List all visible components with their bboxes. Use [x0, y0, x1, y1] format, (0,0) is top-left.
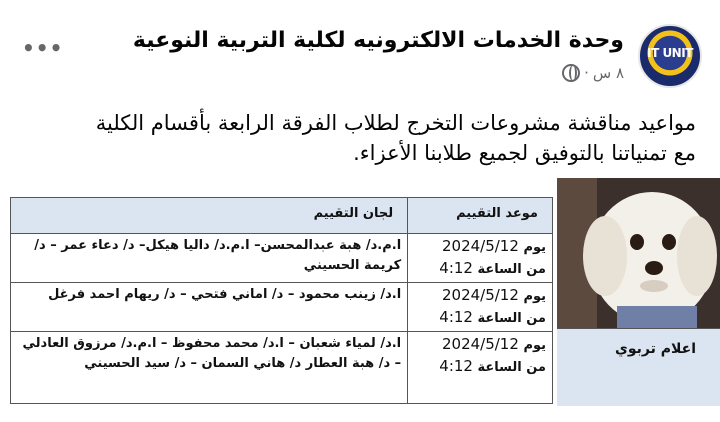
post-text-line-2: مع تمنياتنا بالتوفيق لجميع طلابنا الأعزاء. [353, 141, 696, 165]
schedule-table [10, 197, 553, 404]
day-label: يوم [523, 240, 546, 255]
table-row [11, 332, 553, 404]
date-value: 2024/5/12 [441, 237, 519, 255]
dog-photo-overlay [557, 178, 720, 328]
date-cell [408, 234, 553, 283]
more-options-button[interactable]: ••• [22, 36, 64, 60]
page-avatar[interactable] [638, 24, 702, 88]
avatar-logo-text: IT UNIT [647, 46, 693, 60]
meta-separator: · [584, 64, 589, 82]
post-header [0, 0, 720, 100]
time-value: 4:12 [439, 357, 473, 375]
committee-cell: ا.د/ زينب محمود – د/ اماني فتحي – د/ ريهام احمد فرغل [11, 283, 408, 332]
time-label: من الساعة [477, 262, 546, 277]
table-row [11, 234, 553, 283]
post-text-line-1: مواعيد مناقشة مشروعات التخرج لطلاب الفرقة الرابعة بأقسام الكلية [95, 111, 696, 135]
table-row [11, 283, 553, 332]
header-date: موعد التقييم [408, 198, 553, 234]
time-label: من الساعة [477, 311, 546, 326]
time-value: 4:12 [439, 308, 473, 326]
date-cell [408, 283, 553, 332]
day-label: يوم [523, 289, 546, 304]
date-cell [408, 332, 553, 404]
department-cell [557, 328, 720, 408]
day-label: يوم [523, 338, 546, 353]
department-label: اعلام تربوي [615, 341, 696, 357]
post-text [16, 108, 696, 168]
header-committee: لجان التقييم [11, 198, 408, 234]
committee-cell: ا.م.د/ هبة عبدالمحسن– ا.م.د/ داليا هيكل– د/ دعاء عمر – د/ كريمة الحسيني [11, 234, 408, 283]
time-value: 4:12 [439, 259, 473, 277]
date-value: 2024/5/12 [441, 335, 519, 353]
page-name[interactable]: وحدة الخدمات الالكترونيه لكلية التربية النوعية [132, 28, 624, 53]
post-meta [562, 64, 624, 82]
dog-illustration [557, 178, 720, 328]
globe-icon[interactable] [562, 64, 580, 82]
committee-cell: ا.د/ لمياء شعبان – ا.د/ محمد محفوظ – ا.م.د/ مرزوق العادلي – د/ هبة العطار د/ هاني السمان – د/ سيد الحسيني [11, 332, 408, 404]
date-value: 2024/5/12 [441, 286, 519, 304]
bottom-spacer [0, 406, 720, 422]
post-time[interactable]: ٨ س [592, 64, 624, 82]
time-label: من الساعة [477, 360, 546, 375]
